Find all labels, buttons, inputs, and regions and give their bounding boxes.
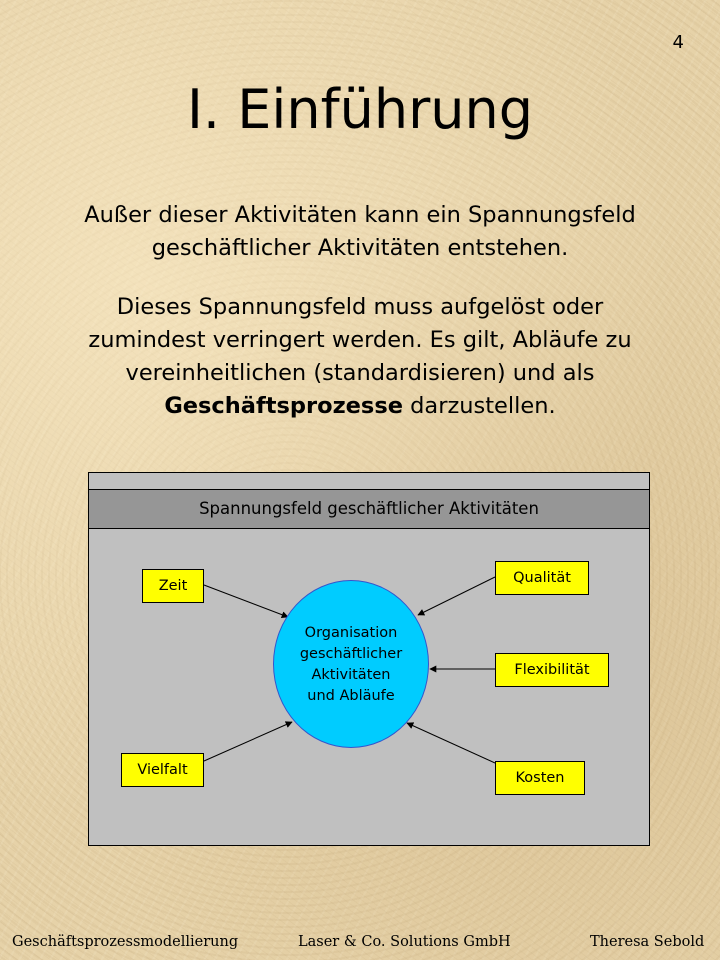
center-label-line: Organisation bbox=[304, 625, 398, 641]
intro-line: Außer dieser Aktivitäten kann ein Spannungsfeld bbox=[84, 202, 636, 228]
center-label-line: und Abläufe bbox=[307, 688, 395, 704]
explanation-paragraph bbox=[40, 291, 680, 423]
diagram-header: Spannungsfeld geschäftlicher Aktivitäten bbox=[89, 489, 649, 529]
arrow-kosten bbox=[407, 723, 495, 763]
footer-company: Laser & Co. Solutions GmbH bbox=[298, 934, 511, 950]
explanation-line: vereinheitlichen (standardisieren) und als bbox=[125, 360, 595, 386]
explanation-line: Dieses Spannungsfeld muss aufgelöst oder bbox=[116, 294, 604, 320]
page-number: 4 bbox=[672, 32, 684, 53]
footer-author: Theresa Sebold bbox=[590, 934, 705, 950]
center-label-line: geschäftlicher bbox=[299, 646, 403, 662]
explanation-line: zumindest verringert werden. Es gilt, Abläufe zu bbox=[88, 327, 632, 353]
factor-flexibilitaet: Flexibilität bbox=[495, 653, 609, 687]
factor-qualitaet: Qualität bbox=[495, 561, 589, 595]
arrow-zeit bbox=[204, 585, 288, 617]
center-label bbox=[273, 623, 429, 707]
explanation-tail: darzustellen. bbox=[402, 393, 556, 419]
factor-zeit: Zeit bbox=[142, 569, 204, 603]
intro-line: geschäftlicher Aktivitäten entstehen. bbox=[151, 235, 569, 261]
arrow-vielfalt bbox=[204, 722, 292, 761]
emphasis-term: Geschäftsprozesse bbox=[164, 393, 403, 419]
tension-field-diagram bbox=[88, 472, 650, 846]
factor-kosten: Kosten bbox=[495, 761, 585, 795]
center-label-line: Aktivitäten bbox=[311, 667, 391, 683]
footer-course: Geschäftsprozessmodellierung bbox=[12, 934, 239, 950]
factor-vielfalt: Vielfalt bbox=[121, 753, 204, 787]
slide-title: I. Einführung bbox=[187, 78, 533, 141]
intro-paragraph bbox=[40, 199, 680, 265]
arrow-qualitaet bbox=[418, 577, 495, 615]
